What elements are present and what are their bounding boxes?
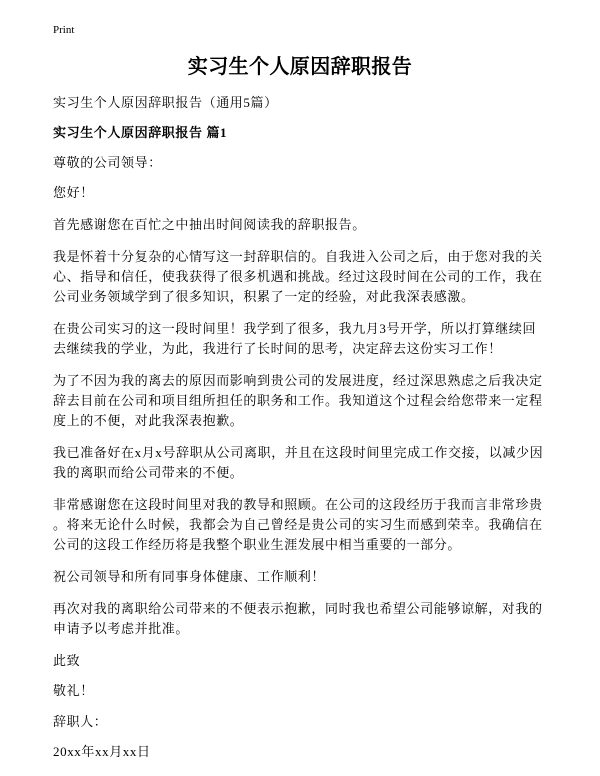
- paragraph-line: 公司业务领域学到了很多知识，积累了一定的经验，对此我深表感激。: [53, 289, 475, 304]
- paragraph-line: 祝公司领导和所有同事身体健康、工作顺利！: [53, 569, 326, 584]
- paragraph-line: 心、指导和信任，使我获得了很多机遇和挑战。经过这段时间在公司的工作，我在: [53, 269, 543, 284]
- regards-phrase: 敬礼！: [53, 683, 94, 698]
- paragraph-line: 度上的不便，对此我深表抱歉。: [53, 413, 244, 428]
- letter-date: 20xx年xx月xx日: [53, 744, 151, 759]
- paragraph-line: 申请予以考虑并批准。: [53, 621, 190, 636]
- paragraph-line: 为了不因为我的离去的原因而影响到贵公司的发展进度，经过深思熟虑之后我决定: [53, 373, 543, 388]
- body-paragraph: [0, 319, 600, 359]
- body-paragraph: [0, 495, 600, 555]
- paragraph-line: 去继续我的学业，为此，我进行了长时间的思考，决定辞去这份实习工作！: [53, 341, 502, 356]
- paragraph-line: 非常感谢您在这段时间里对我的教导和照顾。在公司的这段经历于我而言非常珍贵: [53, 497, 543, 512]
- salutation: 尊敬的公司领导：: [53, 155, 162, 170]
- body-paragraph: [0, 567, 600, 587]
- document-title: 实习生个人原因辞职报告: [187, 56, 413, 78]
- print-label: Print: [53, 24, 75, 36]
- body-paragraph: [0, 371, 600, 431]
- paragraph-line: 公司的这段工作经历将是我整个职业生涯发展中相当重要的一部分。: [53, 537, 462, 552]
- body-paragraph: [0, 599, 600, 639]
- paragraph-line: 我是怀着十分复杂的心情写这一封辞职信的。自我进入公司之后，由于您对我的关: [53, 249, 543, 264]
- paragraph-line: 我已准备好在x月x号辞职从公司离职，并且在这段时间里完成工作交接，以减少因: [53, 445, 544, 460]
- body-paragraph: [0, 215, 600, 235]
- paragraph-line: 再次对我的离职给公司带来的不便表示抱歉，同时我也希望公司能够谅解，对我的: [53, 601, 543, 616]
- paragraph-line: 辞去目前在公司和项目组所担任的职务和工作。我知道这个过程会给您带来一定程: [53, 393, 543, 408]
- paragraph-line: 首先感谢您在百忙之中抽出时间阅读我的辞职报告。: [53, 217, 366, 232]
- paragraph-line: 在贵公司实习的这一段时间里！我学到了很多，我九月3号开学，所以打算继续回: [53, 321, 537, 336]
- greeting: 您好！: [53, 185, 94, 200]
- body-paragraph: [0, 247, 600, 307]
- section-heading: 实习生个人原因辞职报告 篇1: [53, 125, 228, 140]
- paragraph-line: 我的离职而给公司带来的不便。: [53, 465, 244, 480]
- signer-label: 辞职人：: [53, 714, 108, 729]
- document-subtitle: 实习生个人原因辞职报告（通用5篇）: [53, 95, 278, 110]
- body-paragraph: [0, 443, 600, 483]
- closing-phrase: 此致: [53, 653, 81, 668]
- paragraph-line: 。将来无论什么时候，我都会为自己曾经是贵公司的实习生而感到荣幸。我确信在: [53, 517, 543, 532]
